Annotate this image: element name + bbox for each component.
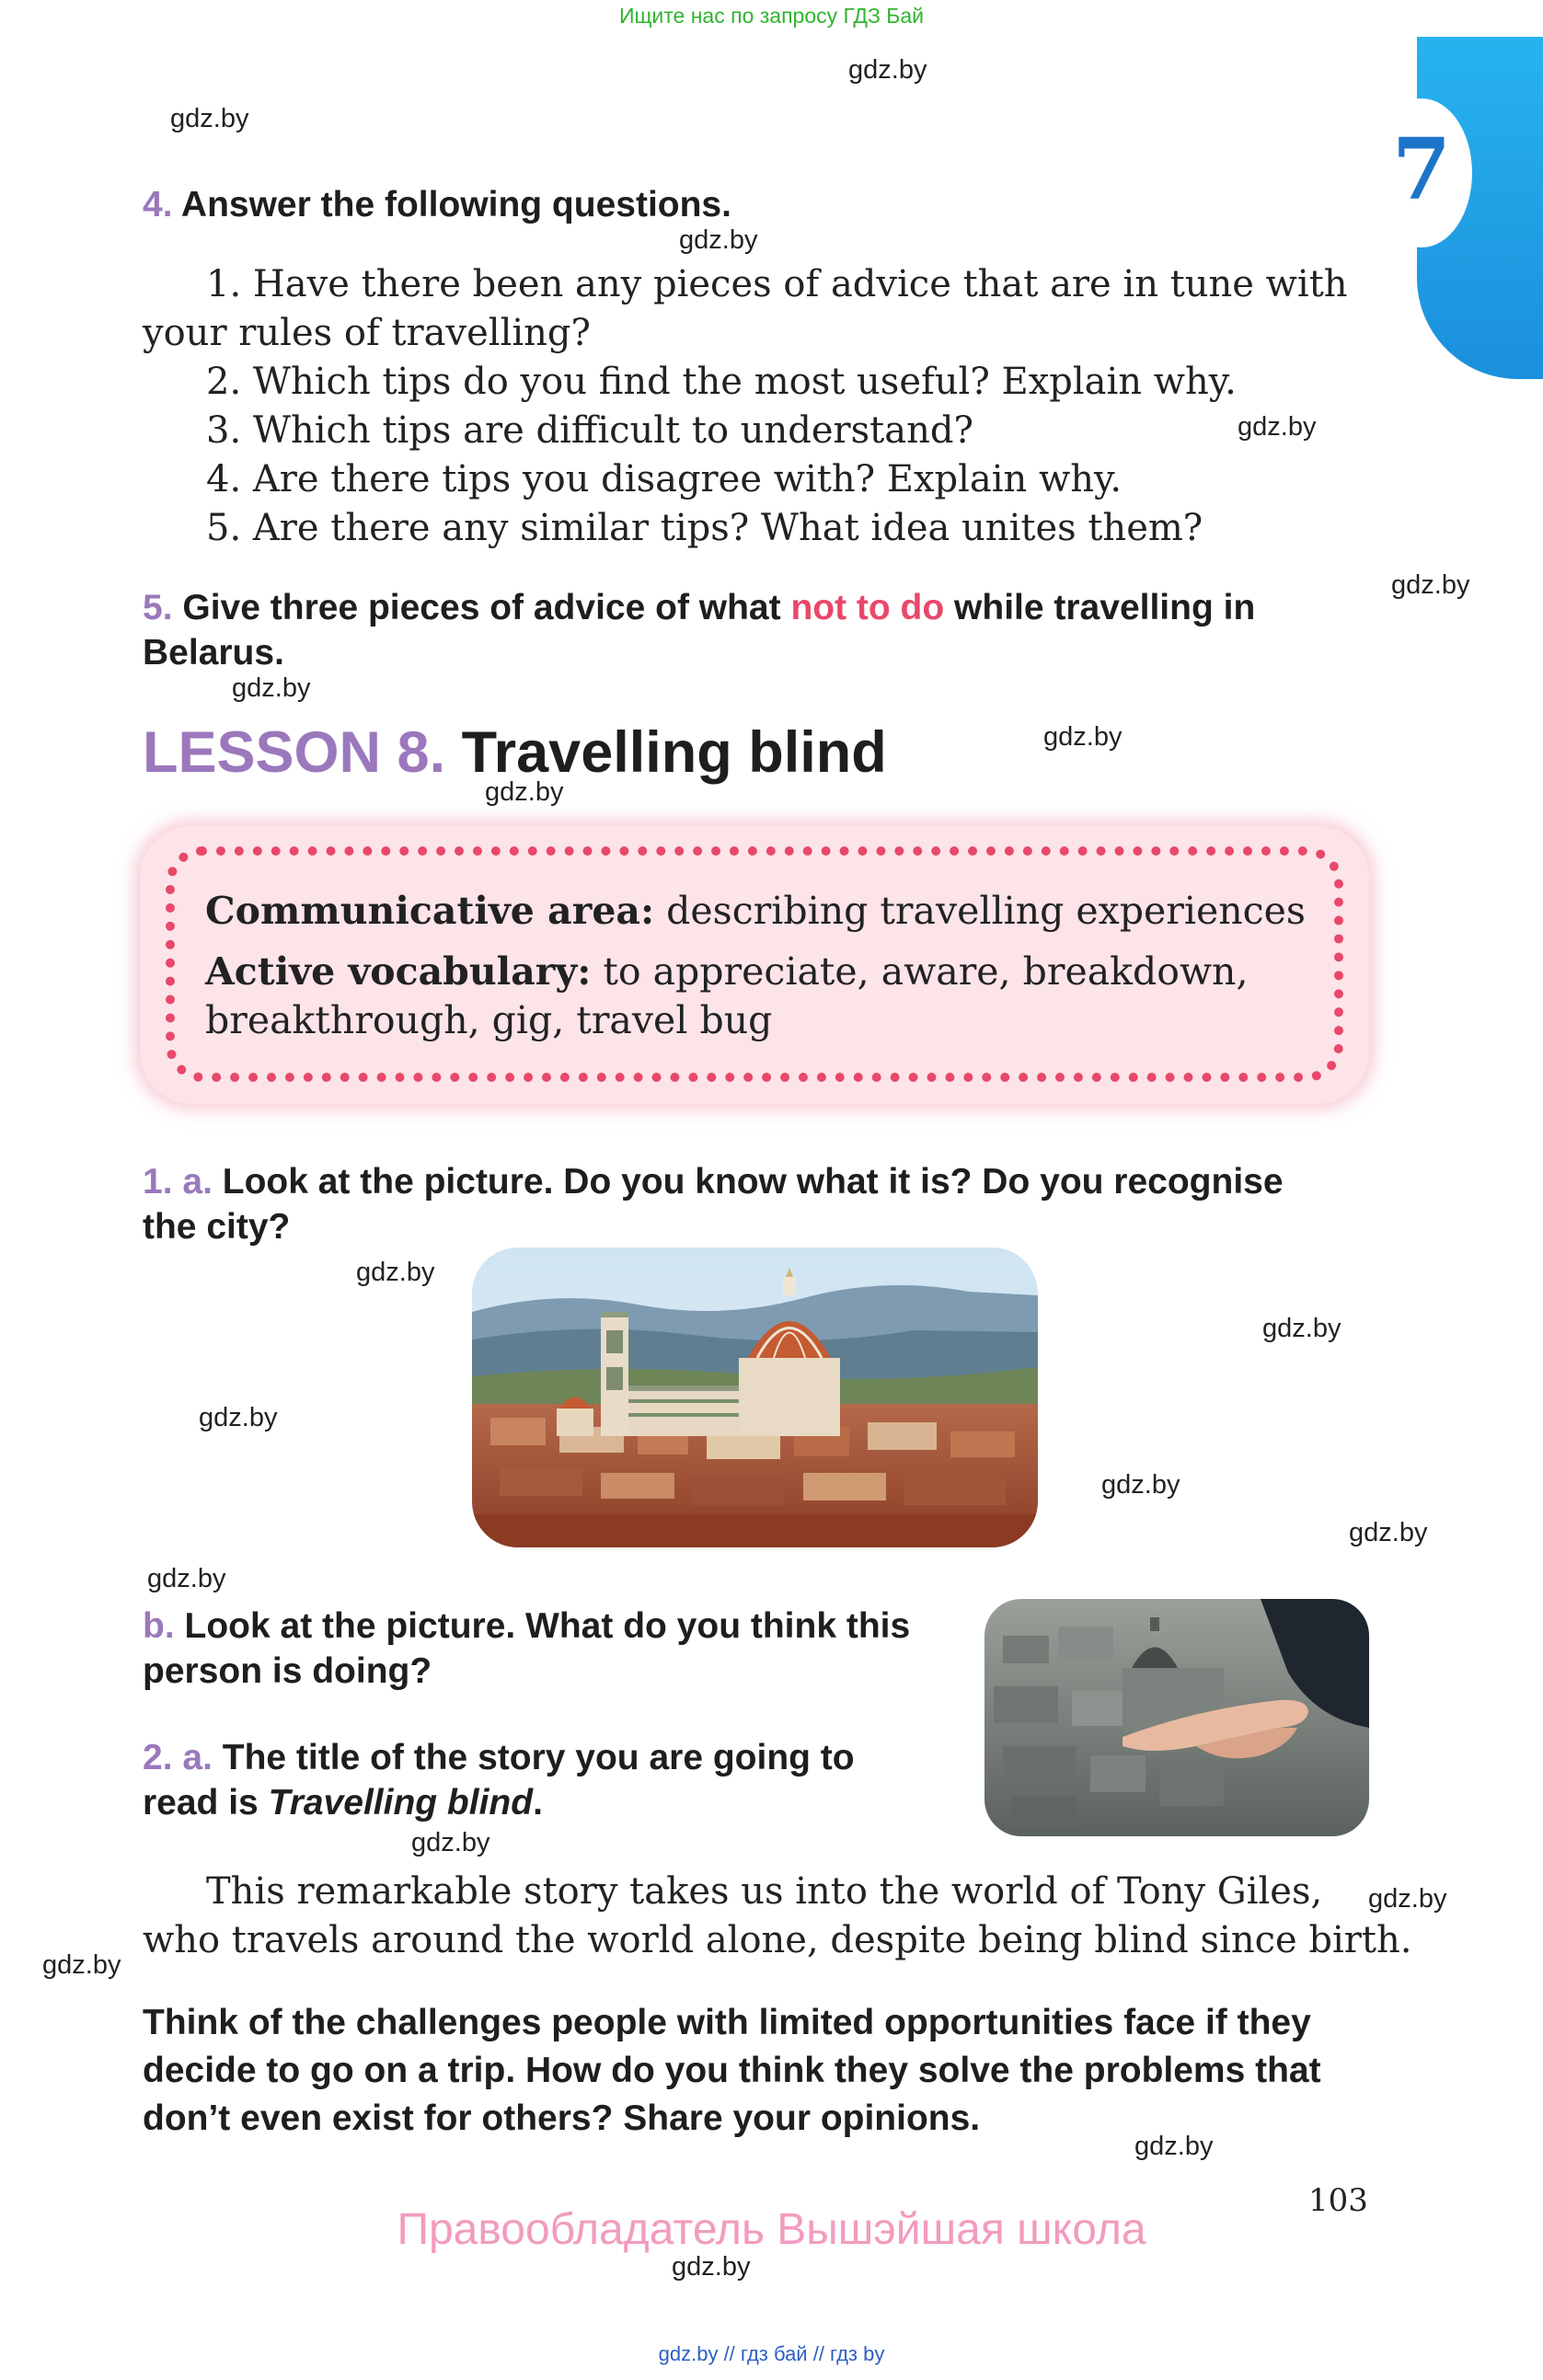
discussion-line-2: decide to go on a trip. How do you think they solve the problems that <box>143 2051 1321 2090</box>
task4-question-1-cont <box>143 309 591 358</box>
lesson-title <box>143 719 887 786</box>
task5-text-part2: while travelling in <box>944 588 1256 627</box>
watermark: gdz.by <box>199 1403 278 1432</box>
watermark: gdz.by <box>170 104 249 133</box>
chapter-number: 7 <box>1391 120 1451 219</box>
task4-title: Answer the following questions. <box>180 185 731 224</box>
footer-links[interactable]: gdz.by // гдз бай // гдз by <box>658 2342 885 2365</box>
task5-text-part1: Give three pieces of advice of what <box>182 588 791 627</box>
task2a-line2-prefix: read is <box>143 1783 269 1822</box>
story-line-1: This remarkable story takes us into the world of Tony Giles, <box>206 1870 1323 1913</box>
watermark: gdz.by <box>848 55 927 85</box>
task1a-letter: a. <box>182 1162 213 1201</box>
discussion-prompt <box>143 1999 1368 2143</box>
watermark: gdz.by <box>147 1564 226 1593</box>
discussion-line-3: don’t even exist for others? Share your opinions. <box>143 2098 981 2138</box>
search-hint[interactable]: Ищите нас по запросу ГДЗ Бай <box>618 4 925 28</box>
task1a-line2: the city? <box>143 1207 291 1247</box>
watermark: gdz.by <box>411 1828 490 1857</box>
tactile-model-photo <box>985 1599 1369 1836</box>
watermark: gdz.by <box>42 1950 121 1980</box>
task2a-letter: a. <box>182 1738 213 1777</box>
task2a-line1: The title of the story you are going to <box>222 1738 855 1777</box>
lesson-name: Travelling blind <box>461 720 887 785</box>
vocab-text-line2: breakthrough, gig, travel bug <box>205 998 773 1042</box>
task2-number: 2. <box>143 1738 173 1777</box>
task4-question-3 <box>206 407 973 455</box>
watermark: gdz.by <box>1238 412 1317 442</box>
question-text: Which tips are difficult to understand? <box>252 409 973 452</box>
florence-cathedral-photo <box>472 1247 1038 1547</box>
question-text: Which tips do you find the most useful? Explain why. <box>252 361 1237 403</box>
task5-highlight: not to do <box>790 588 945 627</box>
discussion-line-1: Think of the challenges people with limited opportunities face if they <box>143 2003 1311 2042</box>
task1a-heading <box>143 1159 1368 1249</box>
question-text: your rules of travelling? <box>143 312 591 354</box>
question-text: Are there any similar tips? What idea unites them? <box>252 507 1203 549</box>
vocab-label: Active vocabulary: <box>205 949 592 994</box>
question-number: 4. <box>206 458 242 500</box>
watermark: gdz.by <box>679 225 758 255</box>
watermark: gdz.by <box>1391 570 1470 600</box>
question-number: 1. <box>206 263 242 305</box>
task2a-story-title: Travelling blind <box>268 1783 534 1822</box>
task2a-heading <box>143 1735 971 1825</box>
task5-text-line2: Belarus. <box>143 633 284 673</box>
communicative-label: Communicative area: <box>205 889 655 933</box>
task1b-line2: person is doing? <box>143 1651 432 1691</box>
task5-number: 5. <box>143 588 173 627</box>
watermark: gdz.by <box>1368 1884 1447 1914</box>
task1b-heading <box>143 1604 971 1694</box>
watermark: gdz.by <box>356 1258 435 1287</box>
communicative-text: describing travelling experiences <box>654 889 1306 933</box>
task5-heading <box>143 585 1368 675</box>
watermark: gdz.by <box>232 673 311 703</box>
task4-number: 4. <box>143 185 173 224</box>
watermark: gdz.by <box>672 2252 751 2282</box>
question-number: 3. <box>206 409 242 452</box>
task1b-line1: Look at the picture. What do you think this <box>184 1606 911 1646</box>
story-line-2: who travels around the world alone, despite being blind since birth. <box>143 1919 1412 1961</box>
task1a-line1: Look at the picture. Do you know what it is? Do you recognise <box>222 1162 1284 1201</box>
question-text: Have there been any pieces of advice that are in tune with <box>252 263 1348 305</box>
watermark: gdz.by <box>1101 1470 1180 1500</box>
task2a-line2-suffix: . <box>533 1783 543 1822</box>
question-text: Are there tips you disagree with? Explain why. <box>252 458 1123 500</box>
question-number: 2. <box>206 361 242 403</box>
task4-question-2 <box>206 358 1237 407</box>
communicative-area <box>205 887 1337 936</box>
active-vocabulary <box>205 948 1337 1045</box>
watermark: gdz.by <box>485 777 564 807</box>
vocab-text-line1: to appreciate, aware, breakdown, <box>591 949 1249 994</box>
copyright-notice: Правообладатель Вышэйшая школа <box>397 2205 1146 2254</box>
question-number: 5. <box>206 507 242 549</box>
watermark: gdz.by <box>1262 1314 1341 1343</box>
task1-number: 1. <box>143 1162 173 1201</box>
watermark: gdz.by <box>1349 1518 1428 1547</box>
task4-question-4 <box>206 455 1122 504</box>
task1b-letter: b. <box>143 1606 175 1646</box>
task4-question-5 <box>206 504 1203 553</box>
watermark: gdz.by <box>1134 2132 1214 2161</box>
watermark: gdz.by <box>1043 722 1123 752</box>
task4-heading <box>143 182 1368 227</box>
lesson-number: LESSON 8. <box>143 720 446 785</box>
task4-question-1 <box>206 260 1348 309</box>
page-number: 103 <box>1308 2182 1368 2219</box>
